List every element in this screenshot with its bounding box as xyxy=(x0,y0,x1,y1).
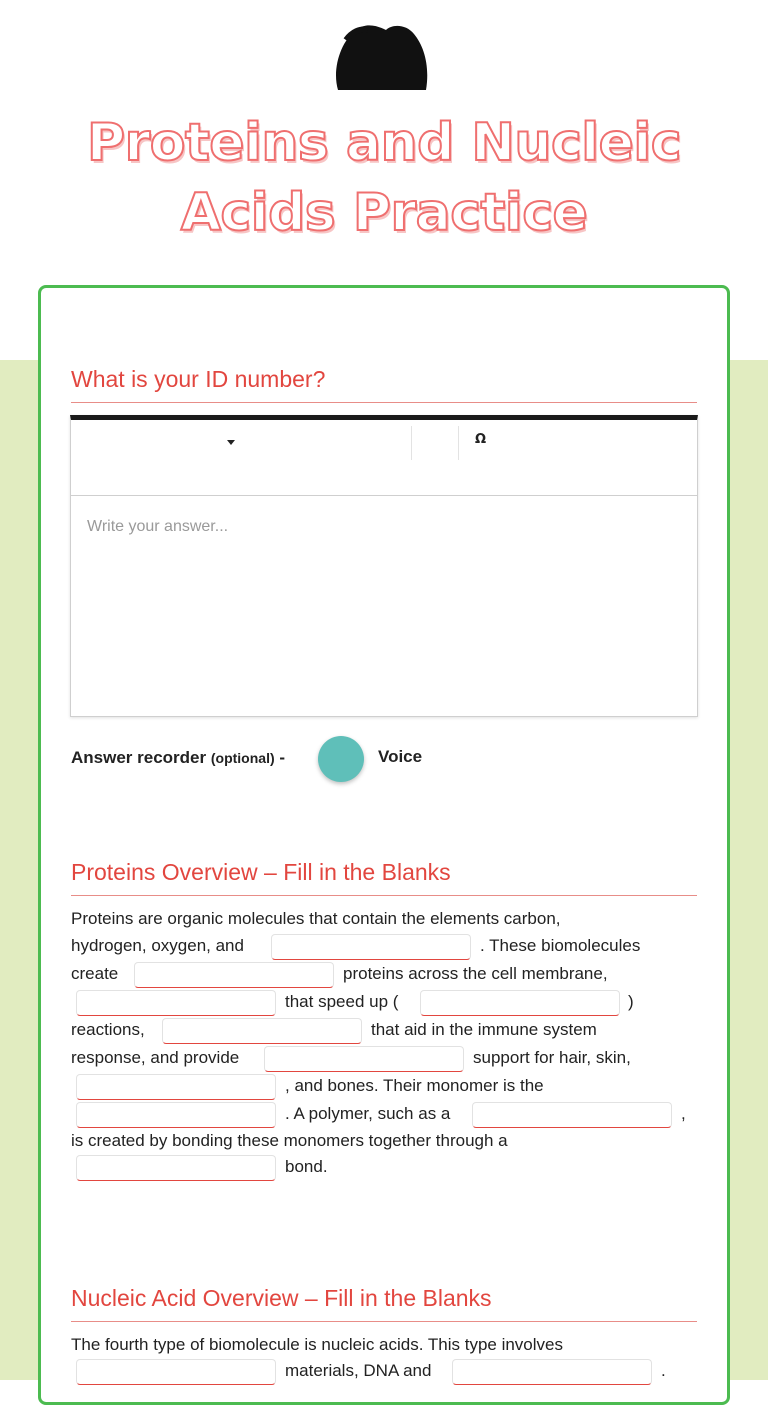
text-line: materials, DNA and xyxy=(285,1361,432,1380)
special-character-icon[interactable]: Ω xyxy=(475,432,487,447)
answer-recorder-label: Answer recorder (optional) - xyxy=(71,748,286,767)
blank-input[interactable] xyxy=(420,990,620,1016)
text-line: ) xyxy=(628,992,634,1011)
blank-input[interactable] xyxy=(76,1074,276,1100)
text-line: The fourth type of biomolecule is nucleic acids. This type involves xyxy=(71,1335,563,1354)
nucleic-paragraph xyxy=(71,1335,691,1380)
toolbar-divider xyxy=(411,426,412,460)
text-line: reactions, xyxy=(71,1020,145,1039)
text-line: bond. xyxy=(285,1157,328,1176)
proteins-paragraph xyxy=(71,909,691,1189)
blank-input[interactable] xyxy=(452,1359,652,1385)
text-line: is created by bonding these monomers together through a xyxy=(71,1131,508,1150)
format-dropdown-icon[interactable] xyxy=(227,440,235,445)
blank-input[interactable] xyxy=(162,1018,362,1044)
voice-record-button[interactable] xyxy=(318,736,364,782)
answer-input[interactable]: Write your answer... xyxy=(87,518,229,535)
text-line: response, and provide xyxy=(71,1048,240,1067)
blank-input[interactable] xyxy=(264,1046,464,1072)
toolbar-divider xyxy=(458,426,459,460)
blank-input[interactable] xyxy=(76,1155,276,1181)
answer-editor[interactable] xyxy=(70,415,698,717)
question-title-proteins: Proteins Overview – Fill in the Blanks xyxy=(71,859,697,896)
blank-input[interactable] xyxy=(134,962,334,988)
text-line: hydrogen, oxygen, and xyxy=(71,936,244,955)
text-line: create xyxy=(71,964,119,983)
page-title: Proteins and Nucleic Acids Practice xyxy=(86,113,682,243)
logo-blob-icon xyxy=(326,20,432,92)
text-line: proteins across the cell membrane, xyxy=(343,964,608,983)
text-line: . These biomolecules xyxy=(480,936,641,955)
text-line: that speed up ( xyxy=(285,992,399,1011)
text-line: support for hair, skin, xyxy=(473,1048,631,1067)
voice-label: Voice xyxy=(378,747,423,766)
text-line: , and bones. Their monomer is the xyxy=(285,1076,544,1095)
blank-input[interactable] xyxy=(76,1102,276,1128)
blank-input[interactable] xyxy=(76,1359,276,1385)
text-line: , xyxy=(681,1104,686,1123)
blank-input[interactable] xyxy=(271,934,471,960)
text-line: . A polymer, such as a xyxy=(285,1104,451,1123)
blank-input[interactable] xyxy=(472,1102,672,1128)
text-line: . xyxy=(661,1361,666,1380)
blank-input[interactable] xyxy=(76,990,276,1016)
question-title-id: What is your ID number? xyxy=(71,366,697,403)
text-line: Proteins are organic molecules that contain the elements carbon, xyxy=(71,909,561,928)
text-line: that aid in the immune system xyxy=(371,1020,597,1039)
editor-toolbar xyxy=(71,420,697,496)
question-title-nucleic: Nucleic Acid Overview – Fill in the Blanks xyxy=(71,1285,697,1322)
